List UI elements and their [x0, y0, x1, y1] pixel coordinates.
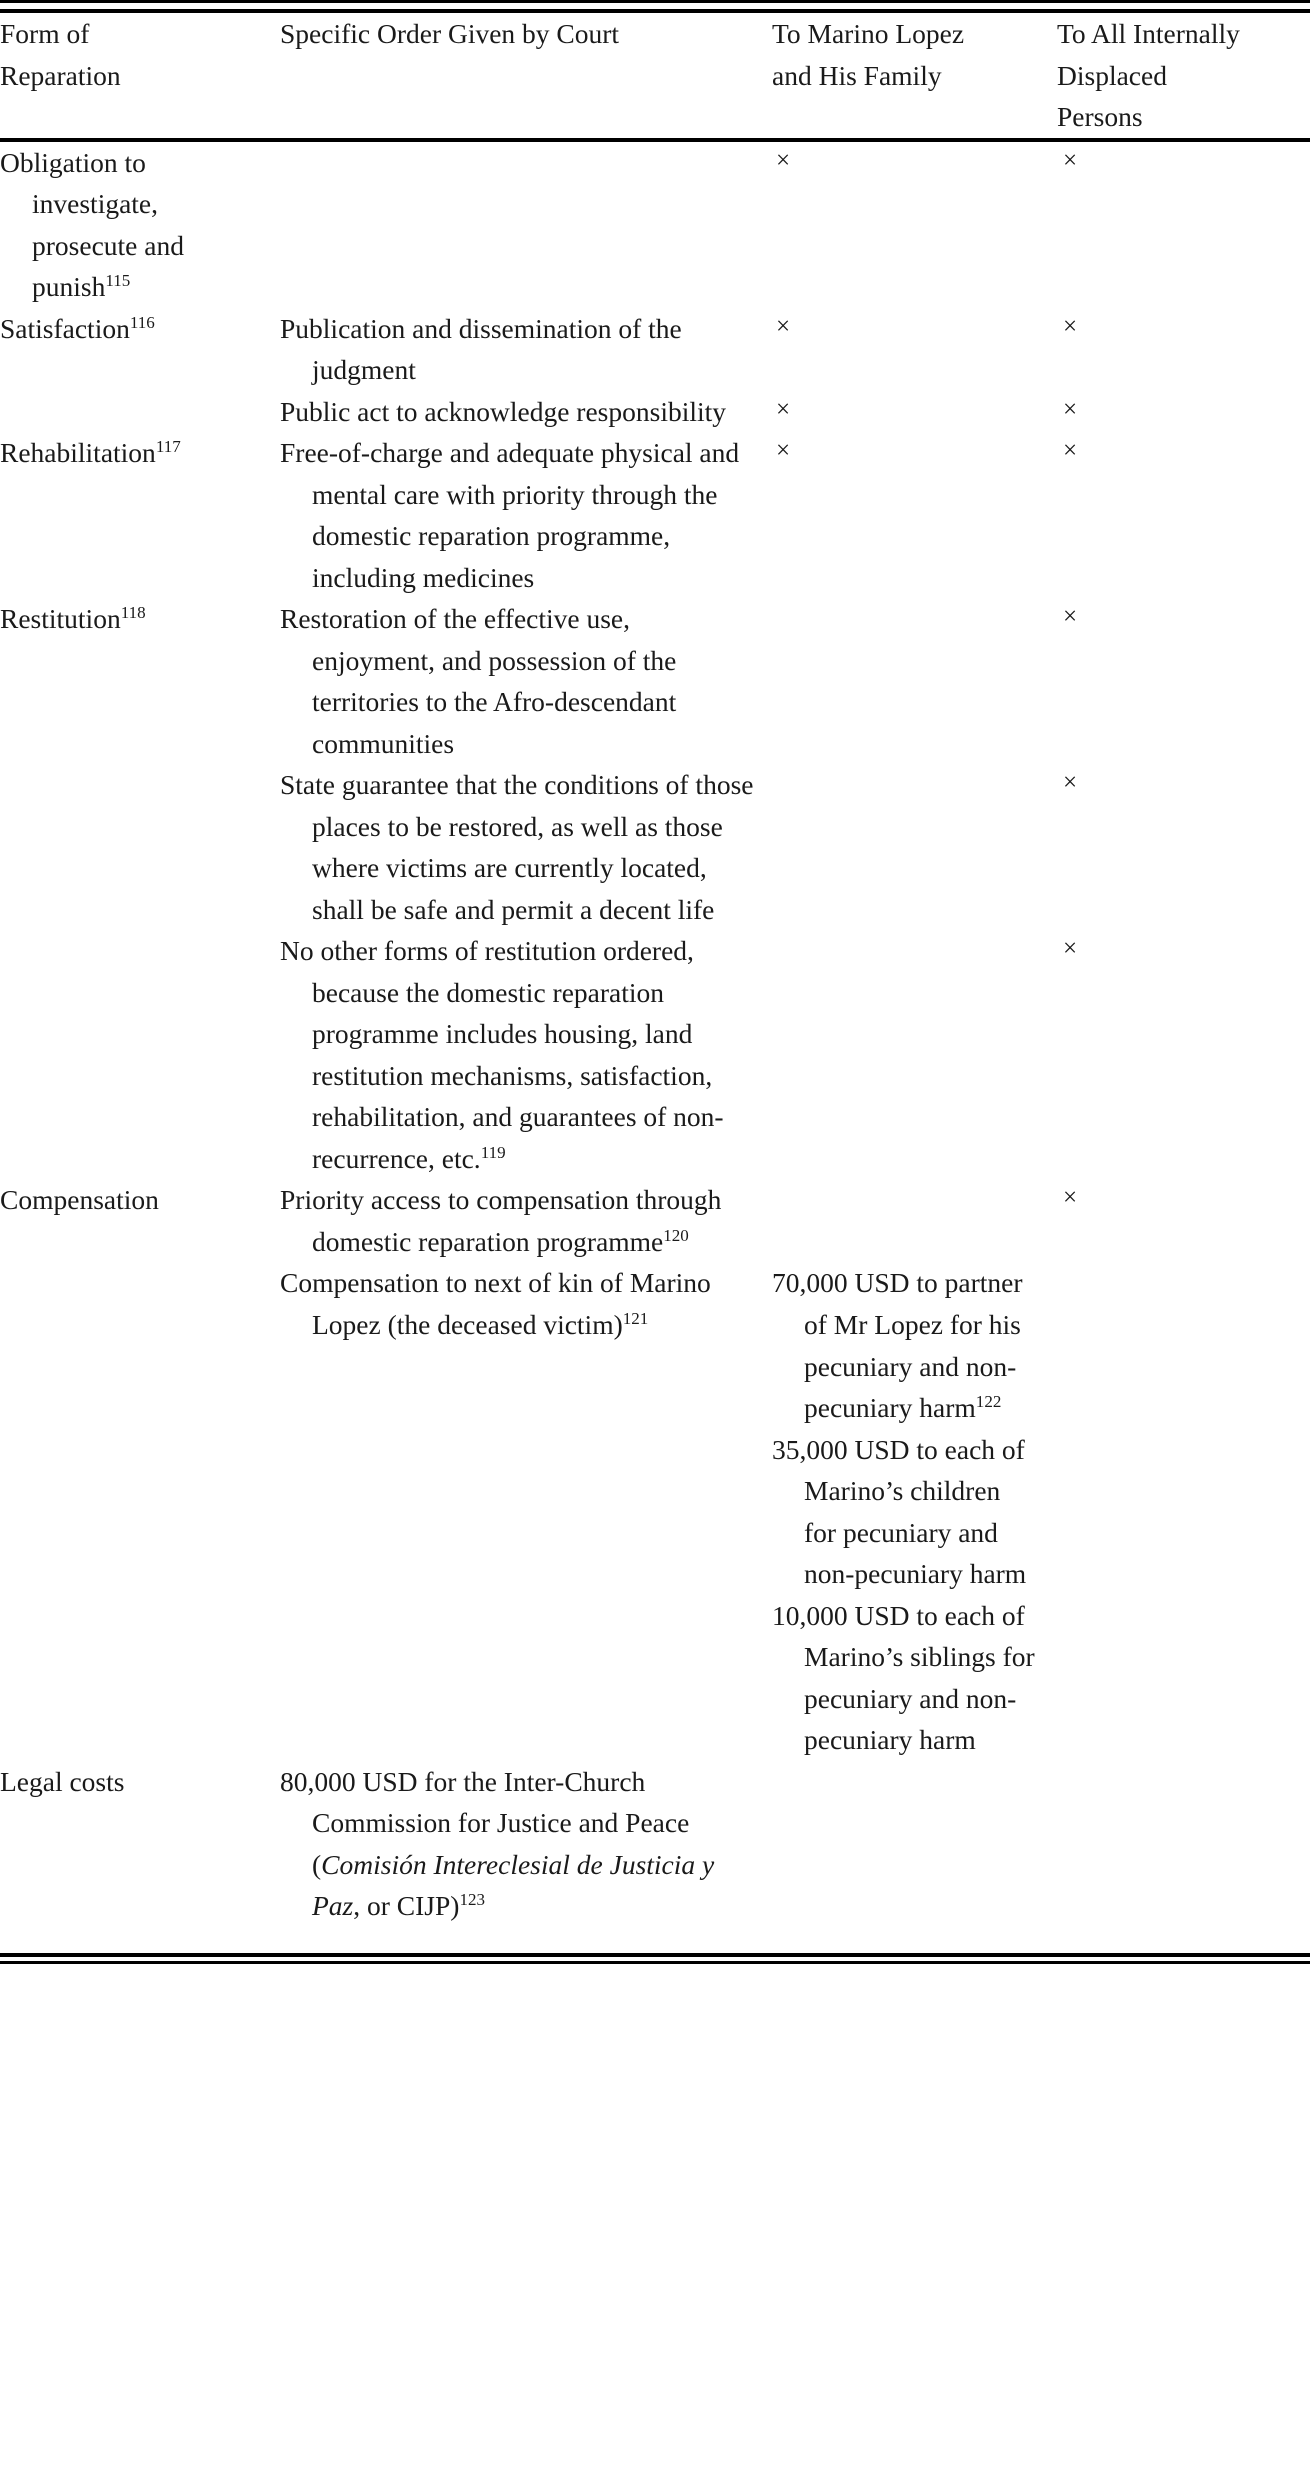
cell-to-all-internally-displaced: [1057, 598, 1310, 764]
cell-to-all-internally-displaced: [1057, 432, 1310, 598]
order-text: , or CIJP): [353, 1890, 460, 1922]
cell-form-of-reparation: [0, 1761, 280, 1927]
column-header-line: Displaced: [1057, 59, 1167, 91]
cell-to-all-internally-displaced: [1057, 1179, 1310, 1262]
footnote-marker: 123: [459, 1890, 485, 1910]
cell-specific-order: [280, 930, 772, 1179]
cell-specific-order: [280, 308, 772, 391]
table-row: [0, 1262, 1310, 1760]
compensation-amount-text: [772, 1595, 1057, 1761]
cell-form-of-reparation: [0, 598, 280, 764]
specific-order-text: [280, 1262, 772, 1345]
cell-text: Rehabilitation: [0, 437, 156, 469]
cell-to-all-internally-displaced: [1057, 142, 1310, 308]
cell-specific-order: [280, 142, 772, 308]
specific-order-text: [280, 598, 772, 764]
cell-form-of-reparation: [0, 764, 280, 930]
check-mark-icon: ×: [776, 395, 791, 423]
footnote-marker: 117: [155, 437, 181, 456]
column-header-line: and His Family: [772, 59, 942, 91]
check-mark-icon: ×: [776, 146, 791, 174]
specific-order-text: [280, 930, 772, 1179]
table-row: [0, 598, 1310, 764]
cell-specific-order: [280, 391, 772, 433]
form-of-reparation-text: [0, 432, 280, 474]
form-of-reparation-text: [0, 142, 280, 308]
cell-specific-order: [280, 432, 772, 598]
table-bottom-spacer: [0, 1927, 1310, 1953]
column-header-line: To All Internally: [1057, 18, 1240, 49]
table-row: [0, 308, 1310, 391]
specific-order-text: [280, 391, 772, 433]
column-header-to-all-internally-displaced: [1057, 13, 1310, 138]
table-row: [0, 391, 1310, 433]
cell-text: Obligation to investigate, prosecute and punish: [0, 146, 184, 303]
specific-order-text: [280, 1179, 772, 1262]
cell-text: 70,000 USD to partner of Mr Lopez for his pecuniary and non-pecuniary harm: [772, 1267, 1023, 1424]
cell-specific-order: [280, 1761, 772, 1927]
cell-to-marino-lopez: [772, 142, 1057, 308]
table-header: [0, 13, 1310, 142]
cell-to-all-internally-displaced: [1057, 1761, 1310, 1927]
check-mark-icon: ×: [1063, 769, 1078, 797]
table-row: [0, 1761, 1310, 1927]
cell-text: Restoration of the effective use, enjoyment, and possession of the territories to the Afro-descendant communities: [280, 603, 677, 759]
cell-form-of-reparation: [0, 391, 280, 433]
table-header-row: [0, 13, 1310, 138]
order-text-italic: Comisión Intereclesial de Justicia y Paz: [312, 1848, 715, 1922]
check-mark-icon: ×: [776, 437, 791, 465]
cell-text: Free-of-charge and adequate physical and mental care with priority through the domestic reparation programme, including medicines: [280, 437, 740, 593]
column-header-line: Persons: [1057, 101, 1143, 133]
check-mark-icon: ×: [1063, 437, 1078, 465]
cell-form-of-reparation: [0, 1262, 280, 1760]
cell-text: Satisfaction: [0, 312, 130, 344]
cell-to-marino-lopez: [772, 764, 1057, 930]
footnote-marker: 120: [663, 1225, 689, 1245]
cell-to-all-internally-displaced: [1057, 308, 1310, 391]
table-row: [0, 1179, 1310, 1262]
compensation-amount-text: [772, 1262, 1057, 1428]
cell-form-of-reparation: [0, 930, 280, 1179]
cell-to-marino-lopez: [772, 1761, 1057, 1927]
check-mark-icon: ×: [1063, 395, 1078, 423]
table-bottom-double-rule: [0, 1953, 1310, 1965]
cell-to-all-internally-displaced: [1057, 391, 1310, 433]
cell-text: Legal costs: [0, 1765, 125, 1797]
cell-to-marino-lopez: [772, 391, 1057, 433]
column-header-specific-order: [280, 13, 772, 138]
cell-specific-order: [280, 598, 772, 764]
footnote-marker: 115: [105, 270, 131, 290]
check-mark-icon: ×: [1063, 146, 1078, 174]
form-of-reparation-text: [0, 598, 280, 640]
cell-text: 35,000 USD to each of Marino’s children for pecuniary and non-pecuniary harm: [772, 1433, 1027, 1590]
cell-to-marino-lopez: [772, 308, 1057, 391]
column-header-line: Specific Order Given by Court: [280, 18, 620, 49]
cell-form-of-reparation: [0, 432, 280, 598]
form-of-reparation-text: [0, 308, 280, 350]
table-row: [0, 432, 1310, 598]
footnote-marker: 121: [622, 1308, 649, 1328]
cell-text: Public act to acknowledge responsibility: [280, 395, 727, 427]
form-of-reparation-text: [0, 1761, 280, 1803]
cell-to-marino-lopez: [772, 930, 1057, 1179]
cell-specific-order: [280, 1262, 772, 1760]
table-top-double-rule: [0, 0, 1310, 13]
cell-to-marino-lopez: [772, 1179, 1057, 1262]
cell-to-all-internally-displaced: [1057, 930, 1310, 1179]
cell-text: Compensation to next of kin of Marino Lopez (the deceased victim): [280, 1267, 711, 1340]
cell-text: No other forms of restitution ordered, because the domestic reparation programme includes housing, land restitution mechanisms, satisfaction, rehabilitation, and guarantees of non-recurrence, etc.: [280, 935, 724, 1174]
cell-form-of-reparation: [0, 308, 280, 391]
cell-to-marino-lopez: [772, 1262, 1057, 1760]
footnote-marker: 118: [120, 603, 146, 623]
column-header-to-marino-lopez: [772, 13, 1057, 138]
footnote-marker: 116: [129, 312, 155, 332]
cell-specific-order: [280, 1179, 772, 1262]
cell-text: State guarantee that the conditions of those places to be restored, as well as those where victims are currently located, shall be safe and permit a decent life: [280, 769, 754, 925]
cell-specific-order: [280, 764, 772, 930]
check-mark-icon: ×: [1063, 312, 1078, 340]
cell-form-of-reparation: [0, 142, 280, 308]
column-header-line: Form of: [0, 18, 90, 49]
table-row: [0, 930, 1310, 1179]
cell-form-of-reparation: [0, 1179, 280, 1262]
specific-order-text: [280, 764, 772, 930]
column-header-form-of-reparation: [0, 13, 280, 138]
order-text: 80,000 USD for the Inter-Church Commission for Justice and Peace (: [280, 1765, 690, 1880]
cell-text: Priority access to compensation through domestic reparation programme: [280, 1184, 722, 1257]
table-body: [0, 142, 1310, 1927]
check-mark-icon: ×: [1063, 935, 1078, 963]
footnote-marker: 122: [975, 1391, 1002, 1411]
table-row: [0, 142, 1310, 308]
column-header-line: To Marino Lopez: [772, 18, 965, 49]
specific-order-text: [280, 432, 772, 598]
check-mark-icon: ×: [1063, 603, 1078, 631]
column-header-line: Reparation: [0, 59, 121, 91]
cell-text: Compensation: [0, 1184, 159, 1216]
specific-order-text: [280, 1761, 772, 1927]
cell-text: Publication and dissemination of the judgment: [280, 312, 682, 386]
cell-text: 10,000 USD to each of Marino’s siblings for pecuniary and non-pecuniary harm: [772, 1599, 1035, 1756]
cell-to-all-internally-displaced: [1057, 764, 1310, 930]
check-mark-icon: ×: [776, 312, 791, 340]
cell-text: Restitution: [0, 603, 121, 635]
compensation-amount-text: [772, 1429, 1057, 1595]
footnote-marker: 119: [480, 1142, 506, 1162]
form-of-reparation-text: [0, 1179, 280, 1221]
specific-order-text: [280, 308, 772, 391]
table-row: [0, 764, 1310, 930]
reparations-table: [0, 13, 1310, 1927]
cell-to-all-internally-displaced: [1057, 1262, 1310, 1760]
check-mark-icon: ×: [1063, 1184, 1078, 1212]
cell-to-marino-lopez: [772, 598, 1057, 764]
cell-to-marino-lopez: [772, 432, 1057, 598]
